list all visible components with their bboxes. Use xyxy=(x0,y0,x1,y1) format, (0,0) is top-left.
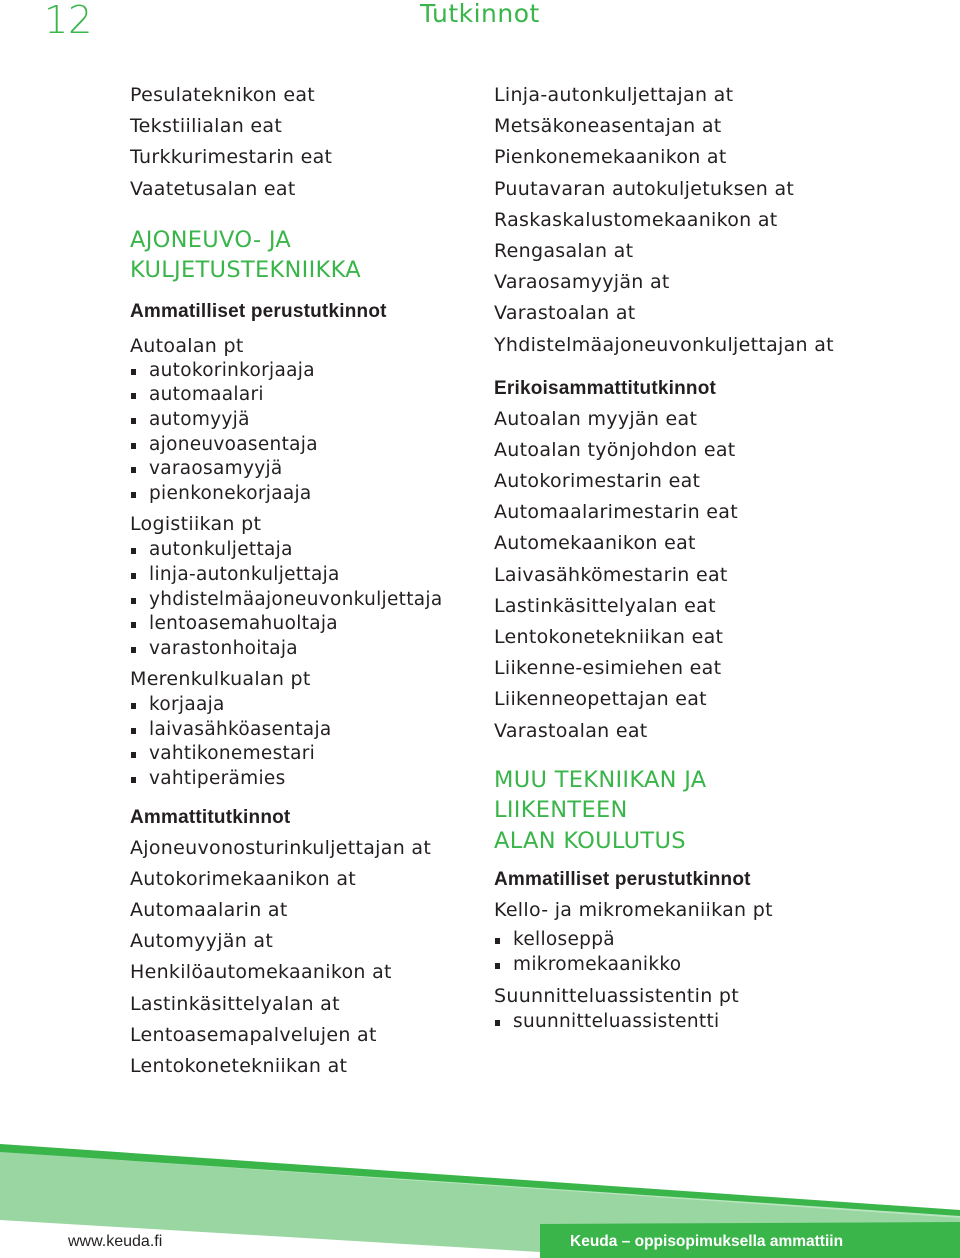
list-item: Vaatetusalan eat xyxy=(130,177,296,200)
list-item: Lastinkäsittelyalan eat xyxy=(494,594,716,617)
section-title: Tutkinnot xyxy=(420,0,540,28)
section-heading-line: AJONEUVO- JA xyxy=(130,226,292,253)
bullet-item: autokorinkorjaaja xyxy=(130,359,470,384)
list-item: Varastoalan eat xyxy=(494,719,648,742)
bullet-item: lentoasemahuoltaja xyxy=(130,612,470,637)
list-item: Liikenne-esimiehen eat xyxy=(494,657,722,680)
list-item: Yhdistelmäajoneuvonkuljettajan at xyxy=(494,333,834,356)
bullet-item: mikromekaanikko xyxy=(494,953,934,978)
list-item: Automyyjän at xyxy=(130,930,274,953)
bullet-item: pienkonekorjaaja xyxy=(130,482,470,507)
list-item: Lentokonetekniikan at xyxy=(130,1054,348,1077)
section-heading-line: MUU TEKNIIKAN JA xyxy=(494,766,707,793)
bullet-item: linja-autonkuljettaja xyxy=(130,563,470,588)
subheading: Ammatilliset perustutkinnot xyxy=(130,300,387,322)
left-column xyxy=(130,80,470,1082)
section-heading-line: LIIKENTEEN xyxy=(494,797,628,824)
bullet-item: laivasähköasentaja xyxy=(130,718,470,743)
list-item: Autokorimekaanikon at xyxy=(130,867,357,890)
bullet-item: kelloseppä xyxy=(494,928,934,953)
list-item: Tekstiilialan eat xyxy=(130,115,283,138)
list-item: Henkilöautomekaanikon at xyxy=(130,961,392,984)
list-item: Pesulateknikon eat xyxy=(130,84,316,106)
section-heading-line: ALAN KOULUTUS xyxy=(494,827,686,854)
subheading: Erikoisammattitutkinnot xyxy=(494,377,717,399)
group-title: Merenkulkualan pt xyxy=(130,668,311,691)
bullet-item: vahtiperämies xyxy=(130,767,470,792)
page-number: 12 xyxy=(44,0,93,42)
bullet-item: suunnitteluassistentti xyxy=(494,1010,934,1035)
subheading: Ammattitutkinnot xyxy=(130,806,291,828)
list-item: Rengasalan at xyxy=(494,239,634,262)
bullet-item: automaalari xyxy=(130,383,470,408)
group-title: Autoalan pt xyxy=(130,334,244,357)
list-item: Liikenneopettajan eat xyxy=(494,688,707,711)
bullet-item: korjaaja xyxy=(130,693,470,718)
list-item: Linja-autonkuljettajan at xyxy=(494,84,734,106)
footer-tagline: Keuda – oppisopimuksella ammattiin xyxy=(570,1233,844,1250)
bullet-item: automyyjä xyxy=(130,408,470,433)
bullet-item: autonkuljettaja xyxy=(130,538,470,563)
bullet-item: varaosamyyjä xyxy=(130,457,470,482)
list-item: Autokorimestarin eat xyxy=(494,470,701,493)
bullet-item: vahtikonemestari xyxy=(130,742,470,767)
bullet-item: yhdistelmäajoneuvonkuljettaja xyxy=(130,588,470,613)
right-column xyxy=(494,80,934,1034)
subheading: Ammatilliset perustutkinnot xyxy=(494,869,751,891)
list-item: Lentokonetekniikan eat xyxy=(494,626,724,648)
list-item: Varastoalan at xyxy=(494,302,636,325)
list-item: Pienkonemekaanikon at xyxy=(494,146,727,169)
list-item: Turkkurimestarin eat xyxy=(130,146,333,169)
list-item: Varaosamyyjän at xyxy=(494,271,670,294)
group-title: Kello- ja mikromekaniikan pt xyxy=(494,899,773,922)
section-heading-line: KULJETUSTEKNIIKKA xyxy=(130,257,361,284)
group-title: Suunnitteluassistentin pt xyxy=(494,984,740,1007)
list-item: Laivasähkömestarin eat xyxy=(494,563,728,586)
bullet-item: varastonhoitaja xyxy=(130,637,470,662)
list-item: Lentoasemapalvelujen at xyxy=(130,1023,377,1046)
bullet-item: ajoneuvoasentaja xyxy=(130,433,470,458)
list-item: Automekaanikon eat xyxy=(494,532,696,555)
list-item: Automaalarin at xyxy=(130,899,288,922)
list-item: Autoalan myyjän eat xyxy=(494,407,698,430)
list-item: Autoalan työnjohdon eat xyxy=(494,438,736,461)
footer-url-link[interactable]: www.keuda.fi xyxy=(68,1233,163,1250)
list-item: Ajoneuvonosturinkuljettajan at xyxy=(130,836,432,859)
list-item: Lastinkäsittelyalan at xyxy=(130,992,340,1015)
list-item: Raskaskalustomekaanikon at xyxy=(494,208,778,231)
list-item: Puutavaran autokuljetuksen at xyxy=(494,177,795,200)
list-item: Metsäkoneasentajan at xyxy=(494,115,722,138)
list-item: Automaalarimestarin eat xyxy=(494,501,738,524)
group-title: Logistiikan pt xyxy=(130,513,262,536)
